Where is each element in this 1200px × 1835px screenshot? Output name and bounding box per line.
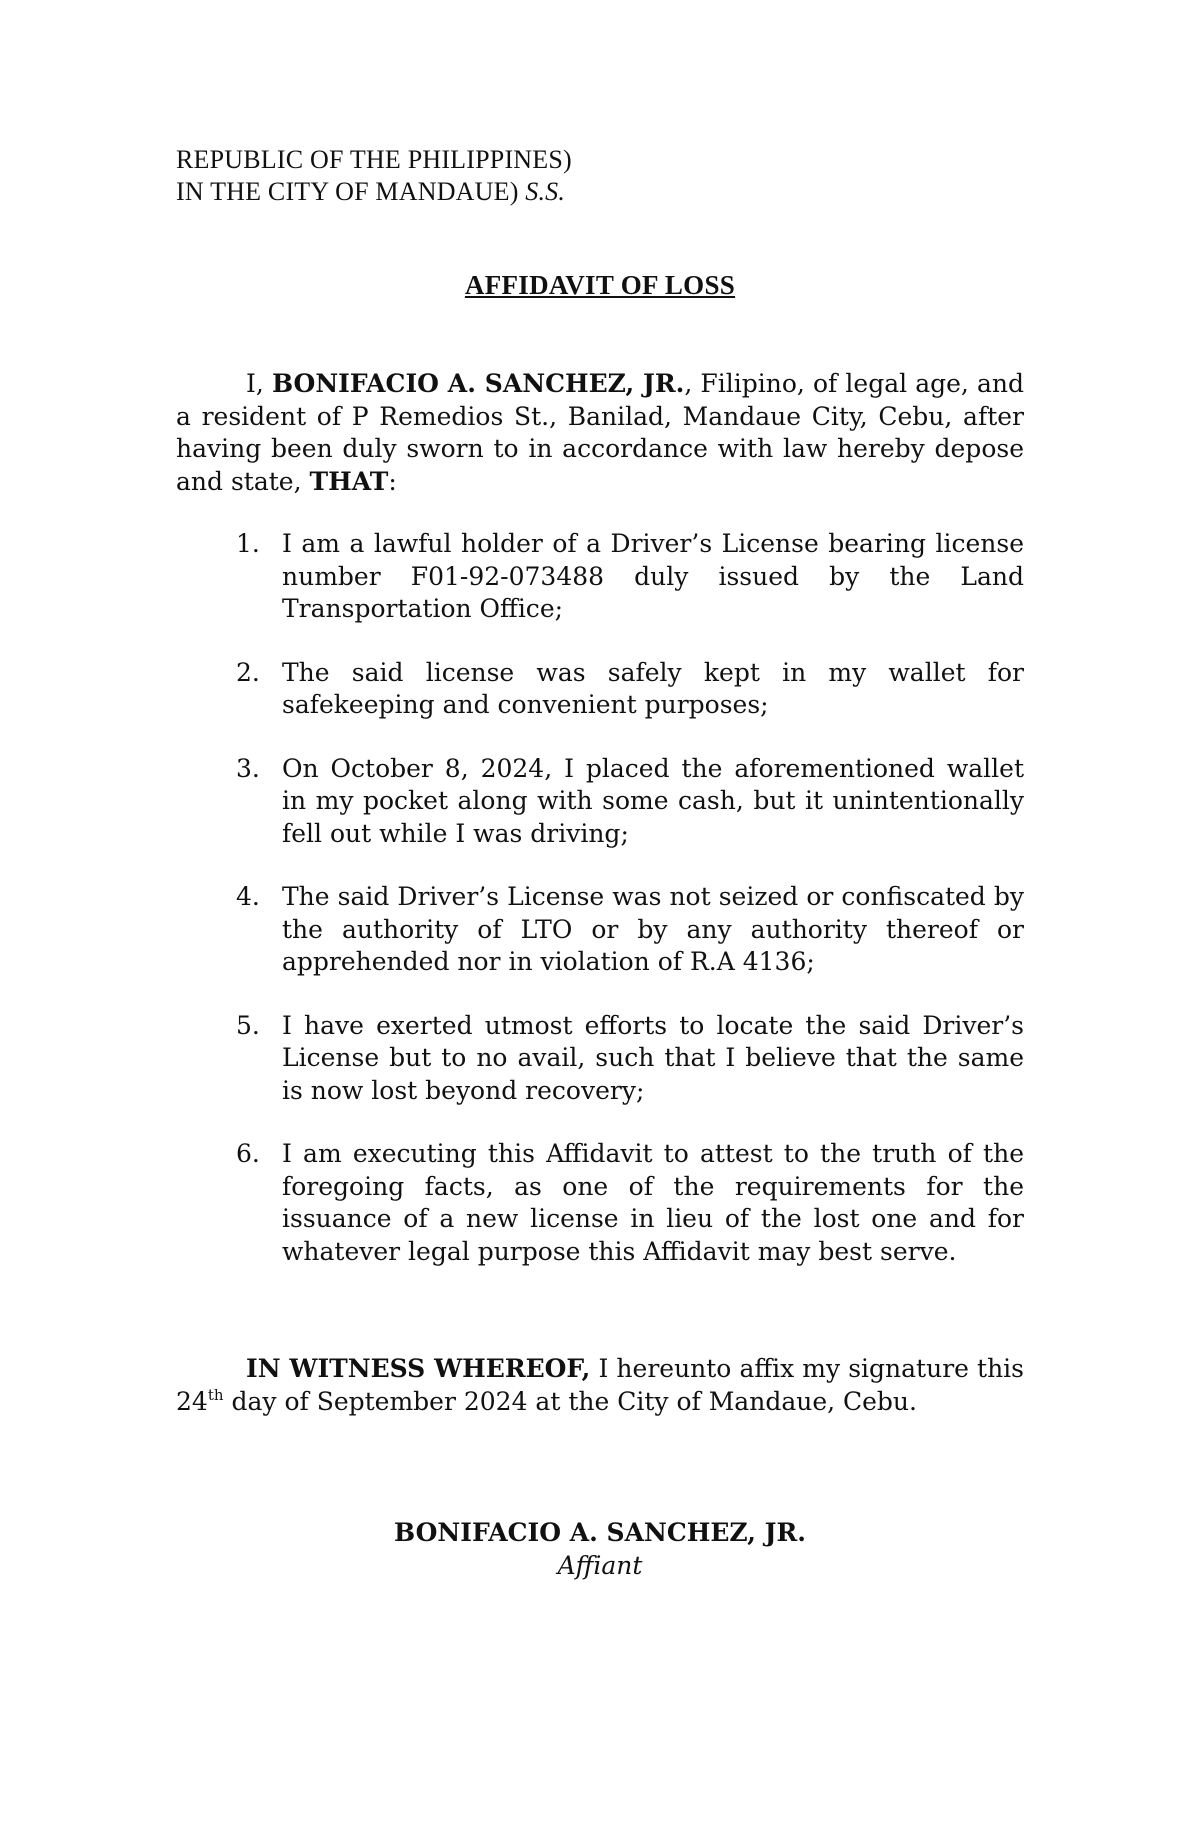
- list-item: [236, 881, 1024, 979]
- venue-city-line: [176, 176, 876, 208]
- list-item: [236, 753, 1024, 851]
- list-item: [236, 1010, 1024, 1108]
- witness-day-suffix: th: [207, 1385, 224, 1404]
- document-title: AFFIDAVIT OF LOSS: [464, 270, 736, 300]
- item-text: The said Driver’s License was not seized or confiscated by the authority of LTO or by any authority thereof or apprehended nor in violation of R.A 4136;: [282, 882, 1024, 976]
- witness-lead: IN WITNESS WHEREOF,: [246, 1354, 591, 1383]
- signature-name: BONIFACIO A. SANCHEZ, JR.: [394, 1518, 806, 1547]
- list-item: [236, 528, 1024, 626]
- witness-text-before-day: I hereunto affix my signature this 24: [176, 1354, 1024, 1416]
- intro-paragraph: [176, 368, 1024, 498]
- item-text: On October 8, 2024, I placed the aforementioned wallet in my pocket along with some cash, but it unintentionally fell out while I was driving;: [282, 753, 1024, 848]
- list-item: [236, 1138, 1024, 1268]
- intro-text: , Filipino, of legal age, and a resident of P Remedios St., Banilad, Mandaue City, Cebu, after having been duly sworn to in accordance with law hereby depose and state,: [176, 369, 1024, 496]
- intro-prefix: I,: [246, 369, 264, 398]
- intro-colon: :: [388, 466, 397, 496]
- intro-that: THAT: [309, 466, 389, 496]
- venue-city: IN THE CITY OF MANDAUE): [176, 177, 519, 206]
- item-text: I am executing this Affidavit to attest to the truth of the foregoing facts, as one of the requirements for the issuance of a new license in lieu of the lost one and for whatever legal purpose this Affidavit may best serve.: [282, 1139, 1024, 1266]
- item-number: 3.: [236, 753, 260, 783]
- item-number: 6.: [236, 1139, 260, 1168]
- statement-list: [236, 528, 1024, 1299]
- witness-paragraph: [176, 1353, 1024, 1418]
- item-number: 2.: [236, 657, 260, 687]
- venue-republic-line: REPUBLIC OF THE PHILIPPINES): [176, 145, 572, 174]
- signature-role: Affiant: [557, 1550, 643, 1580]
- intro-affiant-name: BONIFACIO A. SANCHEZ, JR.: [271, 369, 685, 398]
- item-number: 4.: [236, 882, 260, 911]
- item-number: 1.: [236, 529, 260, 558]
- item-text: I have exerted utmost efforts to locate the said Driver’s License but to no avail, such that I believe that the same is now lost beyond recovery;: [282, 1010, 1024, 1105]
- item-text: I am a lawful holder of a Driver’s License bearing license number F01-92-073488 duly issued by the Land Transportation Office;: [282, 529, 1024, 623]
- list-item: [236, 657, 1024, 722]
- venue-ss: S.S.: [525, 177, 566, 206]
- witness-text-after-day: day of September 2024 at the City of Mandaue, Cebu.: [223, 1386, 917, 1416]
- item-number: 5.: [236, 1010, 260, 1040]
- venue-header: [176, 144, 876, 208]
- item-text: The said license was safely kept in my wallet for safekeeping and convenient purposes;: [282, 657, 1024, 719]
- signature-block: [176, 1517, 1024, 1582]
